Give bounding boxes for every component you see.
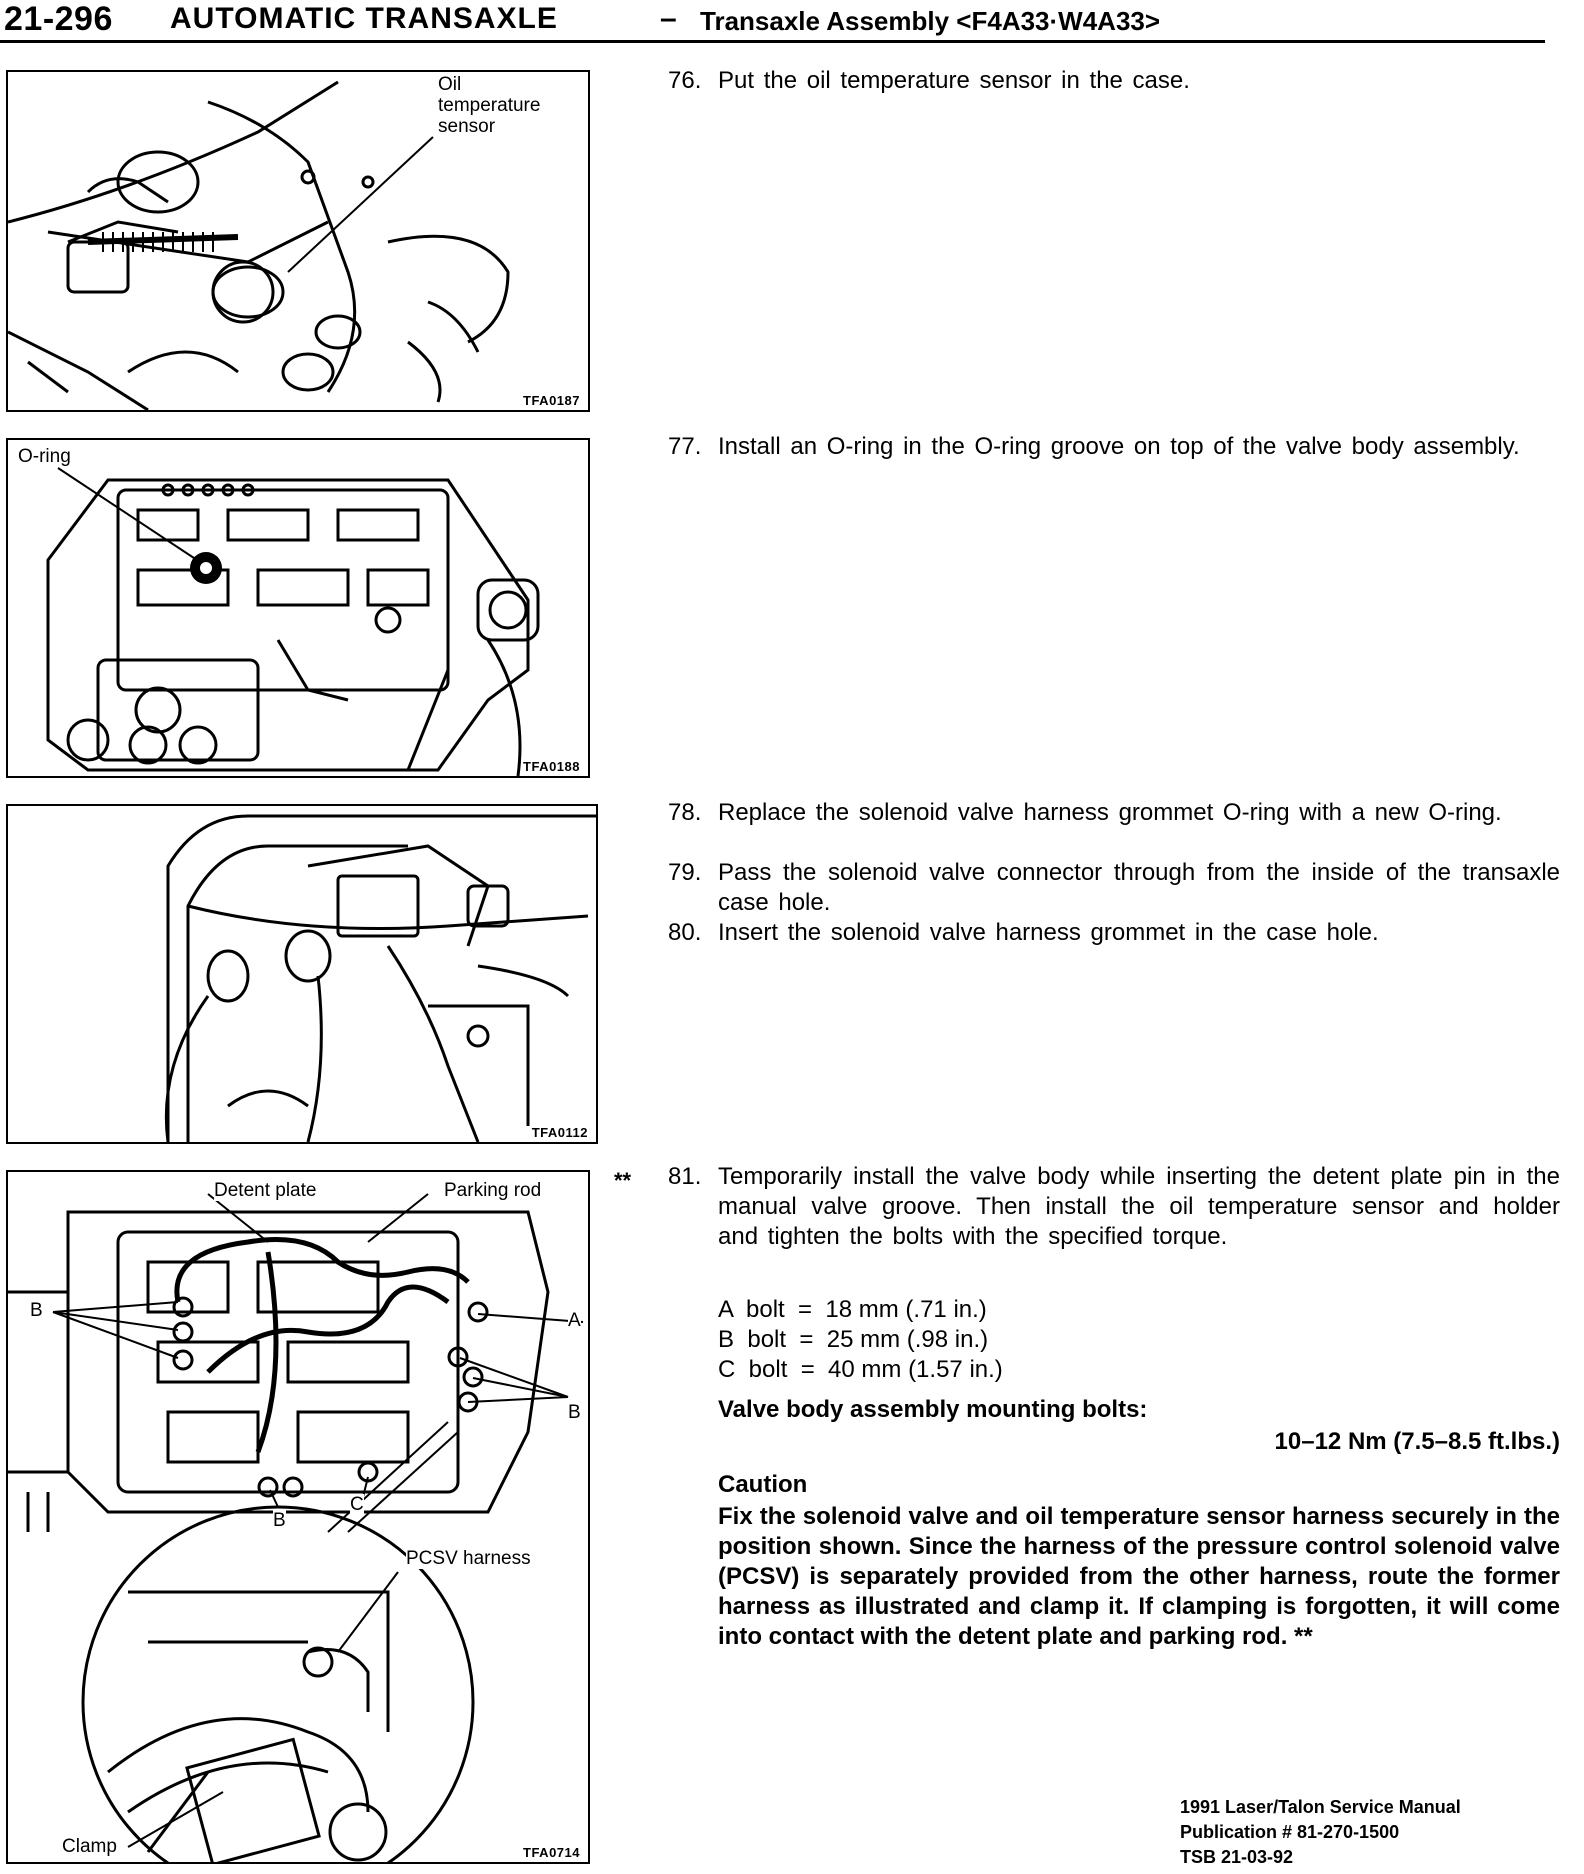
bolt-spec-b: B bolt = 25 mm (.98 in.) xyxy=(718,1326,989,1353)
footer-manual: 1991 Laser/Talon Service Manual xyxy=(1180,1797,1461,1817)
label-bolt-a: A xyxy=(568,1310,581,1331)
figure-code: TFA0187 xyxy=(523,393,580,408)
section-title: Transaxle Assembly <F4A33·W4A33> xyxy=(700,6,1161,36)
figure-solenoid-harness xyxy=(6,804,598,1144)
figure-code: TFA0112 xyxy=(531,1125,588,1140)
label-bolt-c: C xyxy=(350,1494,364,1515)
step-text: Pass the solenoid valve connector through from the inside of the transaxle case hole. xyxy=(718,859,1560,916)
label-sensor: sensor xyxy=(438,116,496,137)
label-o-ring: O-ring xyxy=(18,446,71,467)
label-bolt-b-left: B xyxy=(30,1300,43,1321)
step-number: 78. xyxy=(668,799,702,826)
caution-text: Fix the solenoid valve and oil temperature sensor harness securely in the position shown. Since the harness of the pressure control solenoid valve (PCSV) is separately provided from the other harness, route the former harness as illustrated and clamp it. If clamping is forgotten, it will come into contact with the detent plate and parking rod. ** xyxy=(718,1503,1560,1650)
figure-o-ring xyxy=(6,438,590,778)
figure-oil-temperature-sensor xyxy=(6,70,590,412)
header-rule xyxy=(0,40,1545,43)
step-number: 80. xyxy=(668,919,702,946)
label-clamp: Clamp xyxy=(62,1836,117,1857)
illustration-case-hole xyxy=(8,806,596,1142)
figure-code: TFA0188 xyxy=(523,759,580,774)
figure-valve-body-installation xyxy=(6,1170,590,1864)
step-number: 77. xyxy=(668,433,702,460)
step-number: 76. xyxy=(668,67,702,94)
step-text: Insert the solenoid valve harness grommet in the case hole. xyxy=(718,919,1379,946)
label-oil: Oil xyxy=(438,74,462,95)
illustration-oil-sensor xyxy=(8,72,588,410)
torque-label: Valve body assembly mounting bolts: xyxy=(718,1396,1148,1423)
bolt-spec-c: C bolt = 40 mm (1.57 in.) xyxy=(718,1356,1003,1383)
title-separator: – xyxy=(660,2,677,35)
step-79 xyxy=(668,858,1560,918)
step-text: Replace the solenoid valve harness grommet O-ring with a new O-ring. xyxy=(718,799,1502,826)
label-detent-plate: Detent plate xyxy=(214,1180,317,1201)
illustration-valve-body-bolts xyxy=(8,1172,588,1862)
page-header xyxy=(0,0,1584,46)
footer-publication: Publication # 81-270-1500 xyxy=(1180,1822,1400,1842)
step-77 xyxy=(668,432,1560,492)
step-text: Put the oil temperature sensor in the case. xyxy=(718,67,1190,94)
figure-code: TFA0714 xyxy=(523,1845,580,1860)
step-number: 81. xyxy=(668,1163,702,1190)
revision-mark-start: ** xyxy=(614,1168,632,1193)
bolt-spec-a: A bolt = 18 mm (.71 in.) xyxy=(718,1296,987,1323)
footer xyxy=(1180,1795,1461,1870)
caution-title: Caution xyxy=(718,1471,808,1498)
step-text: Install an O-ring in the O-ring groove on top of the valve body assembly. xyxy=(718,433,1520,460)
label-temperature: temperature xyxy=(438,95,541,116)
step-number: 79. xyxy=(668,859,702,886)
torque-value: 10–12 Nm (7.5–8.5 ft.lbs.) xyxy=(1274,1428,1560,1455)
step-text: Temporarily install the valve body while inserting the detent plate pin in the manual valve groove. Then install the oil temperature sensor and holder and tighten the bolts with the specified torque. xyxy=(718,1163,1560,1250)
step-81 xyxy=(668,1162,1560,1282)
step-78 xyxy=(668,798,1560,858)
label-bolt-b-bottom: B xyxy=(273,1510,286,1531)
illustration-valve-body xyxy=(8,440,588,776)
page-code: 21-296 xyxy=(4,0,113,38)
label-pcsv-harness: PCSV harness xyxy=(406,1548,531,1569)
label-bolt-b-right: B xyxy=(568,1402,581,1423)
chapter-title: AUTOMATIC TRANSAXLE xyxy=(170,2,558,35)
footer-tsb: TSB 21-03-92 xyxy=(1180,1847,1294,1867)
label-parking-rod: Parking rod xyxy=(444,1180,542,1201)
